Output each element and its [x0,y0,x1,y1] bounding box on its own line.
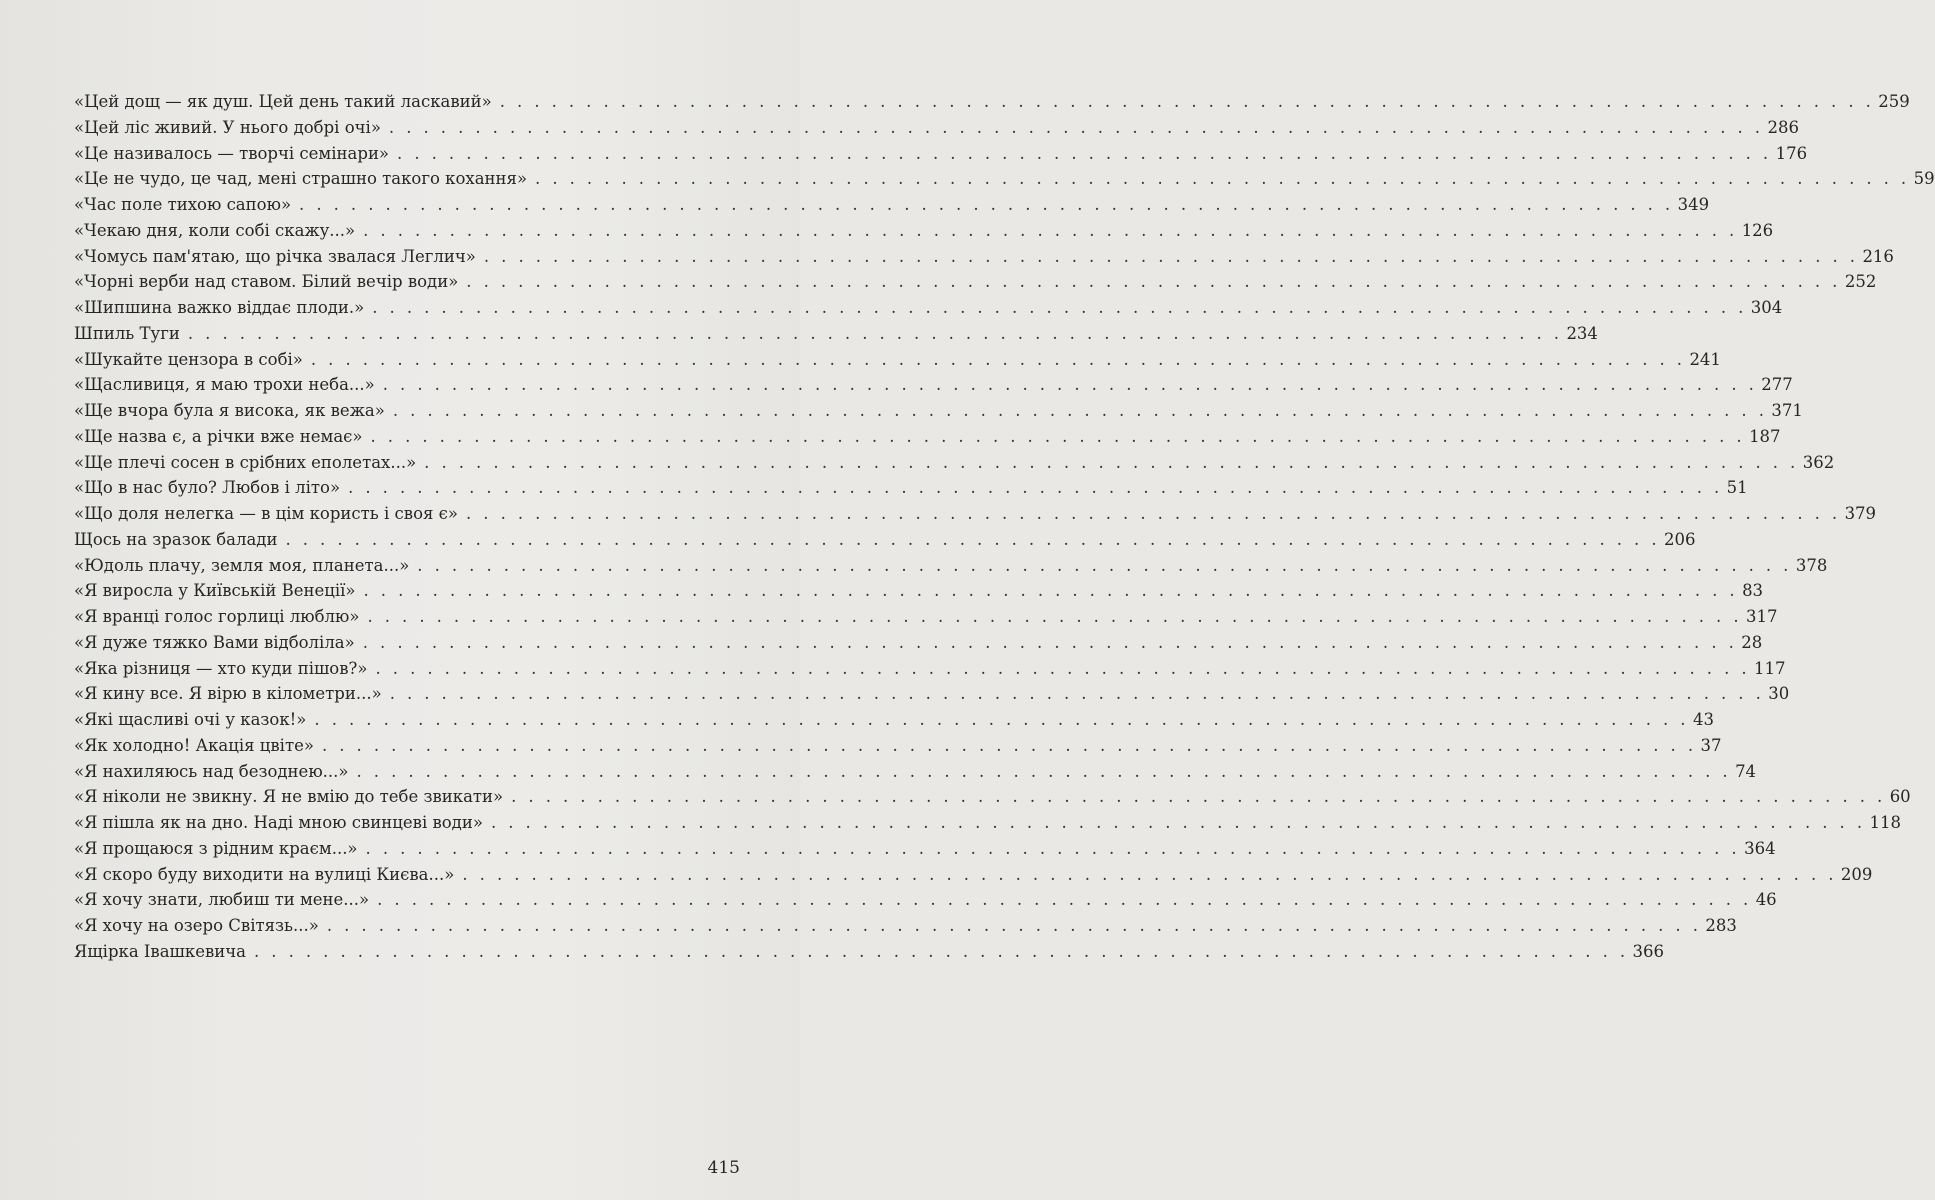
dot-leader: . . . . . . . . . . . . . . . . . . . . . . . . . . . . . . . . . . . . . . . . . . . . . . . . . . . . . . . . . . . . . . . . . . . . . . . . . . . . . . . . [363,220,1738,240]
dot-leader: . . . . . . . . . . . . . . . . . . . . . . . . . . . . . . . . . . . . . . . . . . . . . . . . . . . . . . . . . . . . . . . . . . . . . . . . . . . . . . . . [365,838,1741,858]
toc-entry-page: 349 [1677,195,1710,214]
toc-entry-title: «Які щасливі очі у казок!» [74,710,307,729]
toc-entry [74,244,1894,270]
dot-leader: . . . . . . . . . . . . . . . . . . . . . . . . . . . . . . . . . . . . . . . . . . . . . . . . . . . . . . . . . . . . . . . . . . . . . . . . . . . . . . . . [392,401,1768,420]
toc-entry-page: 277 [1761,375,1793,395]
toc-entry-title: «Що в нас було? Любов і літо» [74,478,341,498]
toc-entry-title: «Цей дощ — як душ. Цей день такий ласкавий» [74,92,492,111]
toc-entry [74,475,1748,501]
dot-leader: . . . . . . . . . . . . . . . . . . . . . . . . . . . . . . . . . . . . . . . . . . . . . . . . . . . . . . . . . . . . . . . . . . . . . . . . . . . . . . . . [490,813,1866,832]
toc-entry-page: 259 [1878,92,1910,111]
toc-entry [74,733,1722,759]
toc-entry-page: 317 [1746,607,1778,626]
dot-leader: . . . . . . . . . . . . . . . . . . . . . . . . . . . . . . . . . . . . . . . . . . . . . . . . . . . . . . . . . . . . . . . . . . . . . . . . . . . . . . . . [417,555,1792,575]
toc-entry-title: «Цей ліс живий. У нього добрі очі» [74,117,381,137]
toc-entry [74,810,1901,836]
toc-entry-title: «Ще вчора була я висока, як вежа» [74,401,385,420]
toc-entry [74,192,1710,218]
toc-entry [74,604,1778,630]
table-of-contents [74,89,1935,965]
toc-entry [74,630,1763,656]
toc-entry [74,501,1877,527]
toc-entry-page: 46 [1755,890,1777,910]
toc-entry-page: 366 [1632,941,1665,961]
dot-leader: . . . . . . . . . . . . . . . . . . . . . . . . . . . . . . . . . . . . . . . . . . . . . . . . . . . . . . . . . . . . . . . . . . . . . . . . . . . . . . . . [254,941,1629,961]
toc-entry [74,862,1873,888]
dot-leader: . . . . . . . . . . . . . . . . . . . . . . . . . . . . . . . . . . . . . . . . . . . . . . . . . . . . . . . . . . . . . . . . . . . . . . . . . . . . . . . . [511,787,1886,807]
toc-entry-page: 234 [1566,323,1598,343]
dot-leader: . . . . . . . . . . . . . . . . . . . . . . . . . . . . . . . . . . . . . . . . . . . . . . . . . . . . . . . . . . . . . . . . . . . . . . . . . . . . . . . . [388,117,1764,137]
dot-leader: . . . . . . . . . . . . . . . . . . . . . . . . . . . . . . . . . . . . . . . . . . . . . . . . . . . . . . . . . . . . . . . . . . . . . . . . . . . . . . . . [535,169,1910,189]
toc-entry [74,836,1776,862]
toc-entry [74,347,1721,373]
toc-entry-page: 209 [1840,864,1873,884]
dot-leader: . . . . . . . . . . . . . . . . . . . . . . . . . . . . . . . . . . . . . . . . . . . . . . . . . . . . . . . . . . . . . . . . . . . . . . . . . . . . . . . . [397,143,1772,163]
toc-entry [74,295,1783,321]
toc-entry-page: 187 [1749,426,1781,446]
toc-entry-page: 51 [1726,478,1748,498]
toc-entry-page: 364 [1744,838,1776,858]
toc-entry-page: 241 [1689,349,1721,369]
toc-entry [74,656,1786,682]
toc-entry [74,269,1877,295]
toc-entry-page: 283 [1705,916,1737,935]
toc-entry-title: «Юдоль плачу, земля моя, планета...» [74,555,410,575]
toc-entry [74,166,1935,192]
toc-entry-title: Ящірка Івашкевича [74,941,246,961]
toc-entry-page: 117 [1754,658,1786,678]
toc-entry [74,89,1910,115]
toc-entry-title: «Шукайте цензора в собі» [74,349,303,369]
toc-entry-title: «Я пішла як на дно. Наді мною свинцеві води» [74,813,483,832]
toc-entry-title: «Я нахиляюсь над безоднею...» [74,761,349,781]
toc-entry-title: «Шипшина важко віддає плоди.» [74,298,365,317]
toc-entry-title: «Я хочу на озеро Світязь...» [74,916,319,935]
toc-entry-title: «Я кину все. Я вірю в кілометри...» [74,684,382,704]
dot-leader: . . . . . . . . . . . . . . . . . . . . . . . . . . . . . . . . . . . . . . . . . . . . . . . . . . . . . . . . . . . . . . . . . . . . . . . . . . . . . . . . [389,684,1765,704]
toc-entry-title: «Чекаю дня, коли собі скажу...» [74,220,356,240]
toc-entry-page: 43 [1692,710,1714,729]
toc-entry-page: 83 [1742,581,1764,601]
toc-entry [74,115,1799,141]
toc-entry [74,913,1737,939]
dot-leader: . . . . . . . . . . . . . . . . . . . . . . . . . . . . . . . . . . . . . . . . . . . . . . . . . . . . . . . . . . . . . . . . . . . . . . . . . . . . . . . . [466,504,1841,523]
toc-entry [74,141,1808,167]
dot-leader: . . . . . . . . . . . . . . . . . . . . . . . . . . . . . . . . . . . . . . . . . . . . . . . . . . . . . . . . . . . . . . . . . . . . . . . . . . . . . . . . [377,890,1752,910]
toc-entry-title: «Я дуже тяжко Вами відболіла» [74,632,355,652]
dot-leader: . . . . . . . . . . . . . . . . . . . . . . . . . . . . . . . . . . . . . . . . . . . . . . . . . . . . . . . . . . . . . . . . . . . . . . . . . . . . . . . . [187,323,1563,343]
toc-entry-page: 59 [1913,169,1935,189]
toc-entry-page: 60 [1889,787,1911,807]
toc-entry-title: «Як холодно! Акація цвіте» [74,735,314,755]
toc-entry-page: 28 [1741,632,1763,652]
toc-entry-title: «Ще плечі сосен в срібних еполетах...» [74,452,417,472]
toc-entry-page: 252 [1844,272,1877,292]
toc-entry [74,759,1757,785]
toc-entry-page: 176 [1775,143,1808,163]
toc-entry-title: Щось на зразок балади [74,529,278,549]
toc-entry-page: 74 [1735,761,1757,781]
toc-entry-page: 206 [1664,529,1696,549]
toc-entry-title: «Я вранці голос горлиці люблю» [74,607,360,626]
toc-entry-title: «Щасливиця, я маю трохи неба...» [74,375,375,395]
toc-entry-page: 118 [1869,813,1901,832]
dot-leader: . . . . . . . . . . . . . . . . . . . . . . . . . . . . . . . . . . . . . . . . . . . . . . . . . . . . . . . . . . . . . . . . . . . . . . . . . . . . . . . . [370,426,1746,446]
toc-entry-title: «Це не чудо, це чад, мені страшно такого кохання» [74,169,528,189]
toc-entry [74,784,1911,810]
toc-entry [74,321,1598,347]
dot-leader: . . . . . . . . . . . . . . . . . . . . . . . . . . . . . . . . . . . . . . . . . . . . . . . . . . . . . . . . . . . . . . . . . . . . . . . . . . . . . . . . [326,916,1702,935]
toc-entry-title: «Я прощаюся з рідним краєм...» [74,838,358,858]
toc-entry-title: «Я виросла у Київській Венеції» [74,581,356,601]
toc-entry [74,372,1793,398]
dot-leader: . . . . . . . . . . . . . . . . . . . . . . . . . . . . . . . . . . . . . . . . . . . . . . . . . . . . . . . . . . . . . . . . . . . . . . . . . . . . . . . . [382,375,1758,395]
toc-entry-title: «Ще назва є, а річки вже немає» [74,426,363,446]
toc-entry-title: «Яка різниця — хто куди пішов?» [74,658,368,678]
dot-leader: . . . . . . . . . . . . . . . . . . . . . . . . . . . . . . . . . . . . . . . . . . . . . . . . . . . . . . . . . . . . . . . . . . . . . . . . . . . . . . . . [466,272,1841,292]
dot-leader: . . . . . . . . . . . . . . . . . . . . . . . . . . . . . . . . . . . . . . . . . . . . . . . . . . . . . . . . . . . . . . . . . . . . . . . . . . . . . . . . [285,529,1660,549]
toc-entry [74,527,1696,553]
toc-entry-title: «Я ніколи не звикну. Я не вмію до тебе звикати» [74,787,504,807]
toc-entry [74,707,1714,733]
dot-leader: . . . . . . . . . . . . . . . . . . . . . . . . . . . . . . . . . . . . . . . . . . . . . . . . . . . . . . . . . . . . . . . . . . . . . . . . . . . . . . . . [314,710,1689,729]
dot-leader: . . . . . . . . . . . . . . . . . . . . . . . . . . . . . . . . . . . . . . . . . . . . . . . . . . . . . . . . . . . . . . . . . . . . . . . . . . . . . . . . [375,658,1751,678]
toc-entry-title: «Це називалось — творчі семінари» [74,143,390,163]
page-number: 415 [707,1158,740,1178]
dot-leader: . . . . . . . . . . . . . . . . . . . . . . . . . . . . . . . . . . . . . . . . . . . . . . . . . . . . . . . . . . . . . . . . . . . . . . . . . . . . . . . . [462,864,1837,884]
toc-entry-page: 286 [1767,117,1799,137]
toc-entry-title: «Чорні верби над ставом. Білий вечір води» [74,272,459,292]
toc-entry-page: 378 [1795,555,1828,575]
toc-entry-title: Шпиль Туги [74,323,180,343]
toc-entry [74,450,1835,476]
toc-entry [74,578,1764,604]
toc-entry-page: 126 [1741,220,1774,240]
dot-leader: . . . . . . . . . . . . . . . . . . . . . . . . . . . . . . . . . . . . . . . . . . . . . . . . . . . . . . . . . . . . . . . . . . . . . . . . . . . . . . . . [310,349,1686,369]
toc-entry [74,424,1781,450]
toc-entry-title: «Чомусь пам'ятаю, що річка звалася Леглич» [74,246,476,266]
toc-entry [74,681,1790,707]
toc-entry [74,939,1665,965]
toc-entry [74,887,1777,913]
toc-entry-page: 362 [1802,452,1835,472]
toc-entry-title: «Я скоро буду виходити на вулиці Києва...» [74,864,455,884]
toc-entry-page: 304 [1750,298,1783,317]
toc-entry-title: «Я хочу знати, любиш ти мене...» [74,890,370,910]
toc-entry [74,398,1803,424]
toc-entry-page: 30 [1768,684,1790,704]
toc-entry-page: 379 [1844,504,1877,523]
dot-leader: . . . . . . . . . . . . . . . . . . . . . . . . . . . . . . . . . . . . . . . . . . . . . . . . . . . . . . . . . . . . . . . . . . . . . . . . . . . . . . . . [367,607,1742,626]
dot-leader: . . . . . . . . . . . . . . . . . . . . . . . . . . . . . . . . . . . . . . . . . . . . . . . . . . . . . . . . . . . . . . . . . . . . . . . . . . . . . . . . [483,246,1859,266]
toc-entry-title: «Час поле тихою сапою» [74,195,292,214]
dot-leader: . . . . . . . . . . . . . . . . . . . . . . . . . . . . . . . . . . . . . . . . . . . . . . . . . . . . . . . . . . . . . . . . . . . . . . . . . . . . . . . . [348,478,1723,498]
dot-leader: . . . . . . . . . . . . . . . . . . . . . . . . . . . . . . . . . . . . . . . . . . . . . . . . . . . . . . . . . . . . . . . . . . . . . . . . . . . . . . . . [363,581,1739,601]
toc-entry-page: 37 [1700,735,1722,755]
dot-leader: . . . . . . . . . . . . . . . . . . . . . . . . . . . . . . . . . . . . . . . . . . . . . . . . . . . . . . . . . . . . . . . . . . . . . . . . . . . . . . . . [499,92,1875,111]
dot-leader: . . . . . . . . . . . . . . . . . . . . . . . . . . . . . . . . . . . . . . . . . . . . . . . . . . . . . . . . . . . . . . . . . . . . . . . . . . . . . . . . [299,195,1674,214]
dot-leader: . . . . . . . . . . . . . . . . . . . . . . . . . . . . . . . . . . . . . . . . . . . . . . . . . . . . . . . . . . . . . . . . . . . . . . . . . . . . . . . . [424,452,1799,472]
toc-entry-title: «Що доля нелегка — в цім користь і своя є» [74,504,459,523]
toc-entry-page: 216 [1862,246,1894,266]
dot-leader: . . . . . . . . . . . . . . . . . . . . . . . . . . . . . . . . . . . . . . . . . . . . . . . . . . . . . . . . . . . . . . . . . . . . . . . . . . . . . . . . [321,735,1697,755]
dot-leader: . . . . . . . . . . . . . . . . . . . . . . . . . . . . . . . . . . . . . . . . . . . . . . . . . . . . . . . . . . . . . . . . . . . . . . . . . . . . . . . . [362,632,1738,652]
toc-entry-page: 371 [1771,401,1803,420]
toc-entry [74,218,1774,244]
dot-leader: . . . . . . . . . . . . . . . . . . . . . . . . . . . . . . . . . . . . . . . . . . . . . . . . . . . . . . . . . . . . . . . . . . . . . . . . . . . . . . . . [356,761,1732,781]
toc-entry [74,553,1828,579]
dot-leader: . . . . . . . . . . . . . . . . . . . . . . . . . . . . . . . . . . . . . . . . . . . . . . . . . . . . . . . . . . . . . . . . . . . . . . . . . . . . . . . . [372,298,1747,317]
